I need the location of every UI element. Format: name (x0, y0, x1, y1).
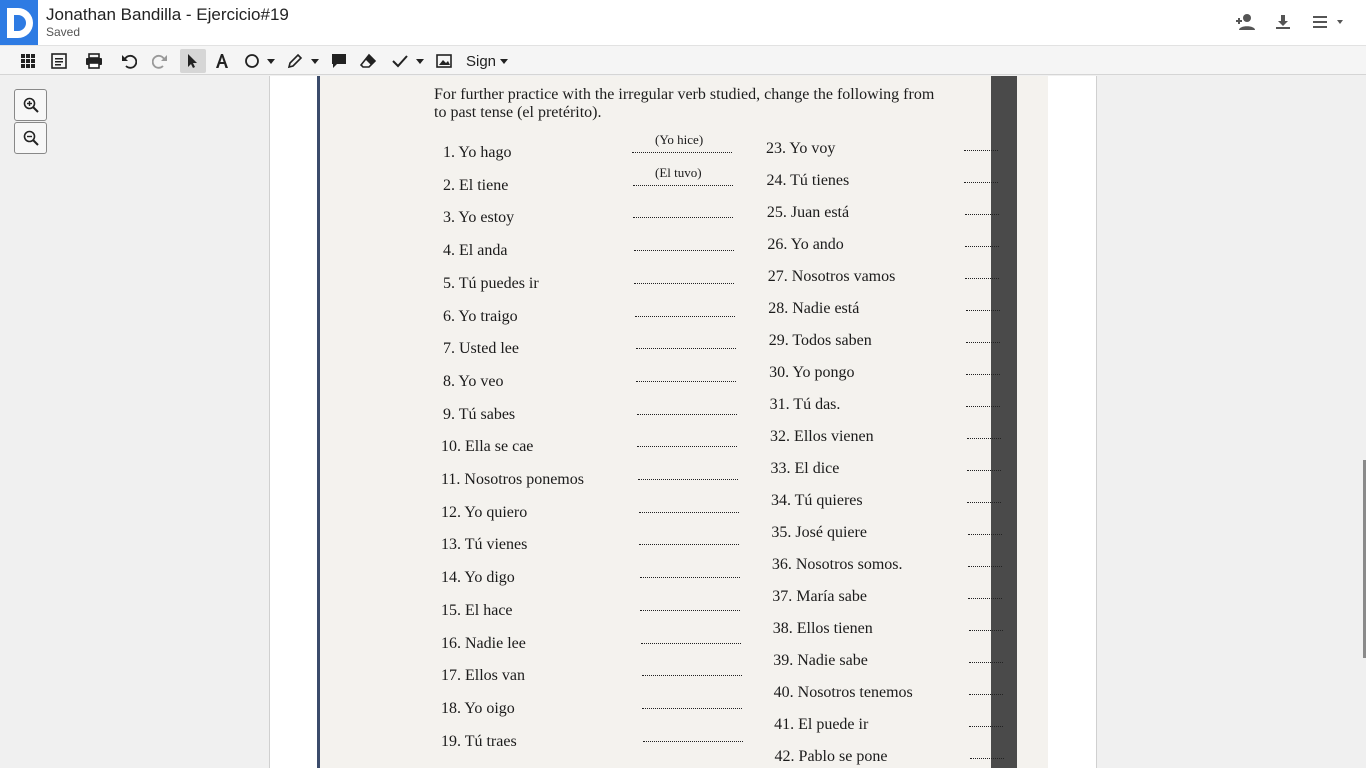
hamburger-menu-icon (1311, 14, 1345, 30)
select-tool-button[interactable] (180, 49, 206, 73)
answer-blank[interactable] (970, 758, 1004, 759)
shape-tool-button[interactable] (242, 49, 262, 73)
answer-blank[interactable] (967, 502, 1001, 503)
exercise-item: 38. Ellos tienen (772, 620, 873, 637)
zoom-out-button[interactable] (14, 122, 47, 154)
exercise-item: 13. Tú vienes (441, 536, 528, 554)
exercise-item: 5. Tú puedes ir (443, 274, 539, 292)
exercise-item: 7. Usted lee (443, 340, 519, 358)
answer-blank[interactable] (635, 316, 735, 317)
main-menu-button[interactable] (1310, 11, 1346, 33)
pen-icon (287, 53, 303, 69)
download-icon (1275, 14, 1291, 30)
zoom-out-icon (23, 130, 39, 146)
answer-blank[interactable] (969, 662, 1003, 663)
text-tool-button[interactable] (212, 49, 232, 73)
exercise-item: 24. Tú tienes (766, 172, 850, 189)
instruction-line-1: For further practice with the irregular verb studied, change the following from (434, 86, 935, 103)
exercise-item: 3. Yo estoy (443, 209, 515, 227)
zoom-in-icon (23, 97, 39, 113)
undo-button[interactable] (119, 49, 139, 73)
answer-blank[interactable] (965, 246, 999, 247)
redo-button[interactable] (150, 49, 170, 73)
answer-blank[interactable] (632, 152, 732, 153)
sign-menu-button[interactable] (466, 49, 508, 73)
scan-right-shadow (991, 76, 1017, 768)
sign-label: Sign (466, 52, 497, 70)
answer-blank[interactable] (633, 217, 733, 218)
exercise-item: 34. Tú quieres (770, 492, 863, 509)
answer-blank[interactable] (964, 150, 998, 151)
exercise-item: 32. Ellos vienen (770, 428, 874, 445)
download-button[interactable] (1272, 11, 1294, 33)
caret-down-icon (500, 59, 508, 64)
exercise-item: 33. El dice (770, 460, 840, 477)
redo-icon (152, 53, 168, 69)
comment-tool-button[interactable] (329, 49, 349, 73)
thumbnails-button[interactable] (18, 49, 38, 73)
zoom-in-button[interactable] (14, 89, 47, 121)
exercise-item: 12. Yo quiero (441, 503, 528, 521)
checkmark-tool-dropdown[interactable] (415, 49, 425, 73)
exercise-item: 10. Ella se cae (441, 438, 534, 456)
checkmark-icon (392, 53, 408, 69)
printer-icon (85, 53, 103, 69)
exercise-item: 40. Nosotros tenemos (773, 684, 913, 701)
page-list-button[interactable] (49, 49, 69, 73)
exercise-item: 18. Yo oigo (441, 699, 515, 717)
answer-blank[interactable] (638, 479, 738, 480)
document-title: Jonathan Bandilla - Ejercicio#19 (46, 5, 289, 24)
answer-blank[interactable] (966, 406, 1000, 407)
answer-blank[interactable] (966, 342, 1000, 343)
answer-blank[interactable] (965, 278, 999, 279)
exercise-item: 6. Yo traigo (443, 307, 518, 325)
instruction-line-2: to past tense (el pretérito). (434, 104, 602, 121)
exercise-item: 11. Nosotros ponemos (441, 471, 584, 488)
exercise-item: 23. Yo voy (766, 140, 836, 157)
shape-tool-dropdown[interactable] (266, 49, 276, 73)
caret-down-icon (267, 59, 275, 64)
answer-blank[interactable] (642, 708, 742, 709)
answer-blank[interactable] (637, 446, 737, 447)
exercise-item: 1. Yo hago (443, 144, 512, 161)
eraser-icon (360, 53, 378, 69)
handwritten-answer: (El tuvo) (655, 164, 702, 180)
exercise-item: 30. Yo pongo (769, 364, 855, 381)
answer-blank[interactable] (633, 185, 733, 186)
exercise-item: 2. El tiene (443, 176, 509, 194)
exercise-item: 36. Nosotros somos. (771, 556, 903, 573)
exercise-item: 19. Tú traes (441, 732, 517, 750)
answer-blank[interactable] (967, 438, 1001, 439)
exercise-item: 29. Todos saben (768, 332, 872, 349)
pen-tool-button[interactable] (285, 49, 305, 73)
caret-down-icon (311, 59, 319, 64)
exercise-item: 28. Nadie está (768, 300, 860, 317)
comment-bubble-icon (331, 53, 347, 69)
document-page[interactable] (269, 76, 1097, 768)
exercise-item: 35. José quiere (771, 524, 867, 541)
answer-blank[interactable] (969, 630, 1003, 631)
answer-blank[interactable] (634, 250, 734, 251)
answer-blank[interactable] (968, 598, 1002, 599)
text-a-icon (214, 53, 230, 69)
handwritten-answer: (Yo hice) (655, 132, 704, 147)
checkmark-tool-button[interactable] (390, 49, 410, 73)
answer-blank[interactable] (641, 643, 741, 644)
answer-blank[interactable] (968, 534, 1002, 535)
print-button[interactable] (84, 49, 104, 73)
answer-blank[interactable] (967, 470, 1001, 471)
answer-blank[interactable] (639, 512, 739, 513)
exercise-item: 26. Yo ando (767, 236, 844, 253)
grid-icon (20, 53, 36, 69)
answer-blank[interactable] (643, 741, 743, 742)
undo-icon (121, 53, 137, 69)
eraser-tool-button[interactable] (359, 49, 379, 73)
answer-blank[interactable] (642, 675, 742, 676)
circle-shape-icon (244, 53, 260, 69)
answer-blank[interactable] (965, 214, 999, 215)
image-tool-button[interactable] (434, 49, 454, 73)
app-logo[interactable] (0, 0, 38, 45)
answer-blank[interactable] (969, 694, 1003, 695)
exercise-item: 17. Ellos van (441, 667, 525, 685)
answer-blank[interactable] (640, 577, 740, 578)
exercise-item: 9. Tú sabes (443, 405, 516, 423)
exercise-item: 39. Nadie sabe (773, 652, 868, 669)
answer-blank[interactable] (637, 414, 737, 415)
pen-tool-dropdown[interactable] (310, 49, 320, 73)
exercise-item: 27. Nosotros vamos (767, 268, 896, 285)
answer-blank[interactable] (968, 566, 1002, 567)
exercise-item: 15. El hace (441, 601, 513, 619)
exercise-item: 37. María sabe (772, 588, 867, 605)
exercise-item: 42. Pablo se pone (774, 748, 888, 765)
save-status: Saved (46, 25, 81, 39)
list-icon (51, 53, 67, 69)
image-icon (436, 54, 452, 68)
answer-blank[interactable] (969, 726, 1003, 727)
app-header (0, 0, 1366, 45)
document-d-icon (0, 0, 38, 45)
answer-blank[interactable] (636, 381, 736, 382)
answer-blank[interactable] (964, 182, 998, 183)
answer-blank[interactable] (634, 283, 734, 284)
exercise-item: 14. Yo digo (441, 569, 515, 587)
answer-blank[interactable] (639, 544, 739, 545)
answer-blank[interactable] (636, 348, 736, 349)
exercise-item: 16. Nadie lee (441, 634, 526, 652)
exercise-item: 4. El anda (443, 242, 508, 260)
answer-blank[interactable] (966, 310, 1000, 311)
share-button[interactable] (1235, 11, 1257, 33)
editor-toolbar (0, 45, 1366, 75)
answer-blank[interactable] (640, 610, 740, 611)
answer-blank[interactable] (966, 374, 1000, 375)
exercise-item: 8. Yo veo (443, 372, 504, 390)
exercise-item: 31. Tú das. (769, 396, 841, 413)
caret-down-icon (416, 59, 424, 64)
exercise-item: 41. El puede ir (774, 716, 869, 733)
add-user-icon (1236, 13, 1256, 31)
exercise-item: 25. Juan está (766, 204, 850, 221)
cursor-arrow-icon (186, 53, 200, 69)
scan-left-edge (317, 76, 320, 768)
